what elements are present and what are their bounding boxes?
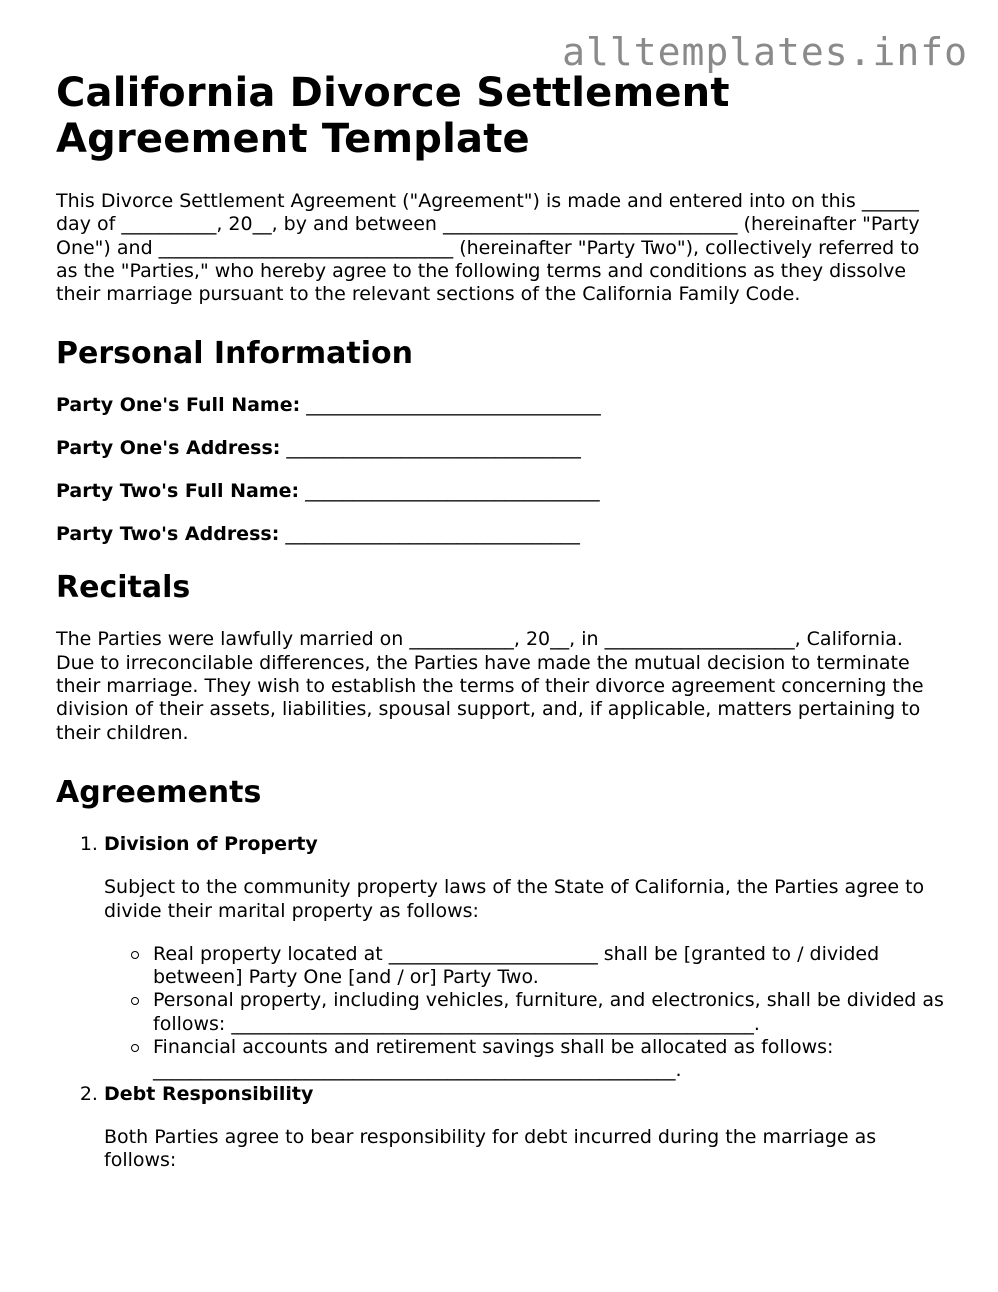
document-page [56,70,946,1193]
field-blank: _______________________________ [280,437,581,460]
field-label: Party Two's Address: [56,523,280,546]
personal-fields [56,394,946,546]
field-label: Party Two's Full Name: [56,480,300,503]
title-line-1: California Divorce Settlement [56,70,730,116]
field-label: Party One's Full Name: [56,394,301,417]
agreements-heading: Agreements [56,774,262,810]
list-item: Financial accounts and retirement savings shall be allocated as follows: _______________________________________________________. [153,1036,946,1083]
personal-information-heading: Personal Information [56,336,413,372]
list-item: Personal property, including vehicles, furniture, and electronics, shall be divided as follows: _______________________________________________________. [153,989,946,1036]
party-one-address-field [56,437,946,460]
intro-paragraph: This Divorce Settlement Agreement ("Agreement") is made and entered into on this ______ day of __________, 20__, by and between _______________________________ (hereinafter "Party One") and _______________________________ (hereinafter "Party Two"), collectively referred to as the "Parties," who hereby agree to the following terms and conditions as they dissolve their marriage pursuant to the relevant sections of the California Family Code. [56,190,920,306]
party-two-name-field [56,480,946,503]
party-two-address-field [56,523,946,546]
agreement-item-title: Division of Property [104,832,318,855]
agreement-item-title: Debt Responsibility [104,1082,314,1105]
property-bullets [104,943,946,1083]
agreement-item-debt-responsibility [104,1083,946,1173]
field-blank: _______________________________ [299,480,600,503]
field-label: Party One's Address: [56,437,281,460]
field-blank: _______________________________ [300,394,601,417]
recitals-paragraph: The Parties were lawfully married on ___________, 20__, in ____________________, California. Due to irreconcilable differences, the Parties have made the mutual decision to terminate their marriage. They wish to establish the terms of their divorce agreement concerning the division of their assets, liabilities, spousal support, and, if applicable, matters pertaining to their children. [56,628,924,744]
agreement-item-description: Subject to the community property laws of the State of California, the Parties agree to divide their marital property as follows: [104,876,925,922]
agreement-item-division-of-property [104,833,946,1083]
page-title [56,70,946,162]
party-one-name-field [56,394,946,417]
title-line-2: Agreement Template [56,116,530,162]
recitals-heading: Recitals [56,570,191,606]
agreements-list [56,833,946,1173]
list-item: Real property located at ______________________ shall be [granted to / divided between] Party One [and / or] Party Two. [153,943,946,990]
field-blank: _______________________________ [279,523,580,546]
agreement-item-description: Both Parties agree to bear responsibility for debt incurred during the marriage as follows: [104,1125,877,1172]
watermark: alltemplates.info [562,30,968,74]
